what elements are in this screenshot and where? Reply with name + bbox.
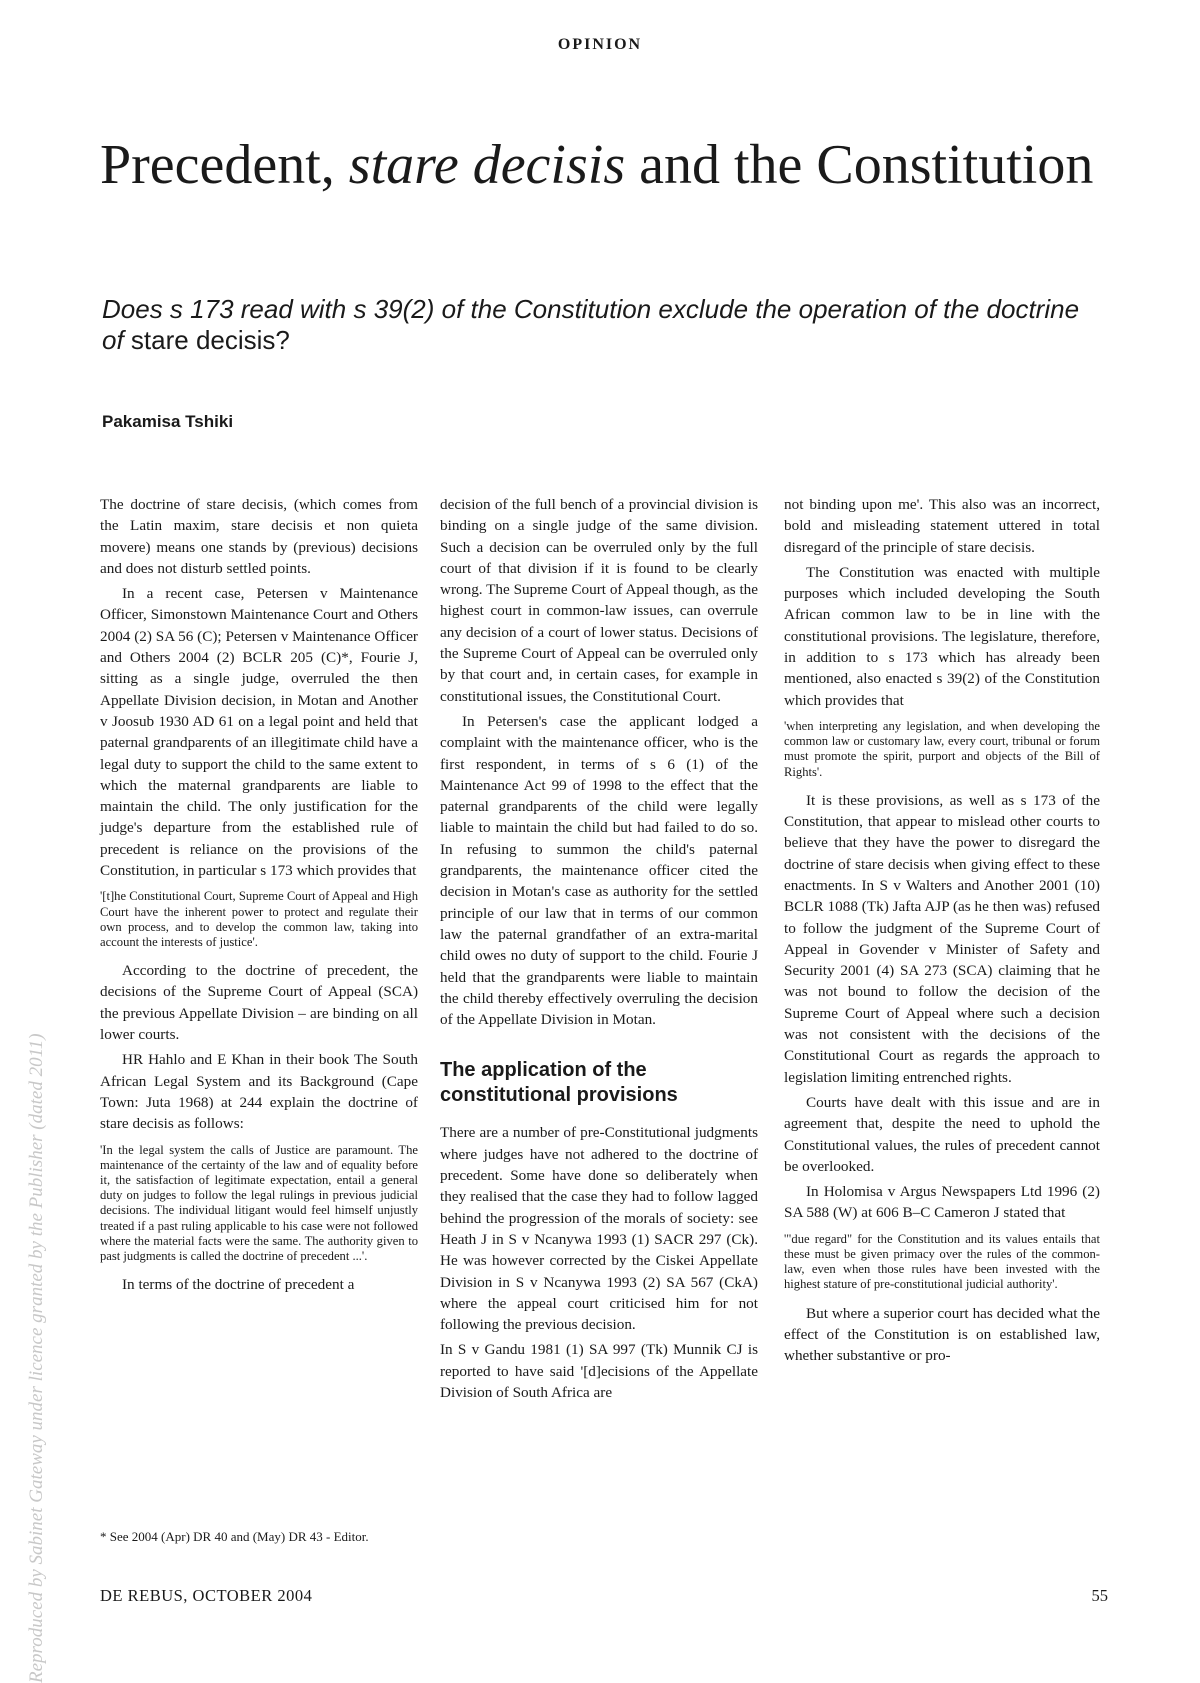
section-heading: The application of the constitutional provisions bbox=[440, 1059, 678, 1107]
author-byline: Pakamisa Tshiki bbox=[102, 412, 234, 431]
paragraph: The Constitution was enacted with multiple purposes which included developing the South African common law to be in line with the constitutional provisions. The legislature, therefore, in addition to s 173 which has already been mentioned, also enacted s 39(2) of the Constitution which provides that bbox=[784, 563, 1100, 709]
licence-watermark: Reproduced by Sabinet Gateway under licence granted by the Publisher (dated 2011) bbox=[26, 1033, 47, 1683]
publication-footer: DE REBUS, OCTOBER 2004 bbox=[100, 1586, 313, 1605]
paragraph: There are a number of pre-Constitutional judgments where judges have not adhered to the doctrine of precedent. Some have done so deliberately when they realised that the case they had to follow lagged behind the progression of the morals of society: see Heath J in S v Ncanywa 1993 (1) SACR 297 (Ck). He was however corrected by the Ciskei Appellate Division in S v Ncanywa 1993 (2) SA 567 (CkA) where the appeal court criticised him for not following the previous decision. bbox=[440, 1124, 758, 1334]
paragraph: In Holomisa v Argus Newspapers Ltd 1996 (2) SA 588 (W) at 606 B–C Cameron J stated that bbox=[784, 1183, 1100, 1222]
block-quote: 'when interpreting any legislation, and when developing the common law or customary law, every court, tribunal or forum must promote the spirit, purport and objects of the Bill of Rights'. bbox=[784, 718, 1100, 779]
paragraph: In terms of the doctrine of precedent a bbox=[122, 1276, 355, 1294]
paragraph: decision of the full bench of a provincial division is binding on a single judge of the same division. Such a decision can be overruled only by the full court of that division if it is found to be clearly wrong. The Supreme Court of Appeal though, as the highest court in common-law issues, can overrule any decision of a court of lower status. Decisions of the Supreme Court of Appeal can be overruled only by that court and, in certain cases, for example in constitutional issues, the Constitutional Court. bbox=[440, 496, 758, 705]
column-3 bbox=[784, 494, 1100, 1370]
paragraph: not binding upon me'. This also was an incorrect, bold and misleading statement uttered in total disregard of the principle of stare decisis. bbox=[784, 496, 1100, 556]
section-label: OPINION bbox=[557, 36, 643, 53]
footnote: * See 2004 (Apr) DR 40 and (May) DR 43 - Editor. bbox=[100, 1529, 369, 1544]
article-title: Precedent, stare decisis and the Constitution bbox=[100, 134, 1094, 196]
paragraph: In Petersen's case the applicant lodged a complaint with the maintenance officer, who is the first respondent, in terms of s 6 (1) of the Maintenance Act 99 of 1998 to the effect that the paternal grandparents of the child were legally liable to maintain the child but had failed to do so. In refusing to summon the child's paternal grandparents, the maintenance officer cited the decision in Motan's case as authority for the settled principle of our law that in terms of our common law the paternal grandfather of an extra-marital child owes no duty of support to the child. Fourie J held that the grandparents were liable to maintain the child thereby effectively overruling the decision of the Appellate Division in Motan. bbox=[440, 712, 758, 1029]
page-number: 55 bbox=[1091, 1586, 1108, 1605]
column-1 bbox=[100, 494, 418, 1299]
block-quote: 'In the legal system the calls of Justice are paramount. The maintenance of the certainty of the law and of equality before it, the satisfaction of legitimate expectation, entail a general duty on judges to follow the legal rulings in previous judicial decisions. The individual litigant would feel himself unjustly treated if a past ruling applicable to his case were not followed where the material facts were the same. The authority given to past judgments is called the doctrine of precedent ...'. bbox=[100, 1142, 418, 1263]
paragraph: The doctrine of stare decisis, (which comes from the Latin maxim, stare decisis et non quieta movere) means one stands by (previous) decisions and does not disturb settled points. bbox=[100, 496, 418, 577]
column-2 bbox=[440, 494, 758, 1407]
paragraph: It is these provisions, as well as s 173 of the Constitution, that appear to mislead other courts to believe that they have the power to disregard the doctrine of stare decisis when giving effect to these enactments. In S v Walters and Another 2001 (10) BCLR 1088 (Tk) Jafta AJP (as he then was) refused to follow the judgment of the Supreme Court of Appeal in Govender v Minister of Safety and Security 2001 (4) SA 273 (SCA) claiming that he was not bound to follow the decision of the Supreme Court of Appeal where such a decision was not consistent with the decisions of the Constitutional Court as regards the approach to legislation limiting entrenched rights. bbox=[784, 791, 1100, 1086]
paragraph: But where a superior court has decided what the effect of the Constitution is on established law, whether substantive or pro- bbox=[784, 1304, 1100, 1365]
paragraph: Courts have dealt with this issue and are in agreement that, despite the need to uphold the Constitutional values, the rules of precedent cannot be overlooked. bbox=[784, 1093, 1100, 1175]
paragraph: HR Hahlo and E Khan in their book The South African Legal System and its Background (Cape Town: Juta 1968) at 244 explain the doctrine of stare decisis as follows: bbox=[100, 1051, 418, 1133]
paragraph: In S v Gandu 1981 (1) SA 997 (Tk) Munnik CJ is reported to have said '[d]ecisions of the Appellate Division of South Africa are bbox=[440, 1341, 758, 1401]
article-subtitle: Does s 173 read with s 39(2) of the Constitution exclude the operation of the doctrine of stare decisis? bbox=[102, 294, 1080, 355]
block-quote: '[t]he Constitutional Court, Supreme Court of Appeal and High Court have the inherent power to protect and regulate their own process, and to develop the common law, taking into account the interests of justice'. bbox=[100, 889, 418, 949]
block-quote: '"due regard" for the Constitution and its values entails that these must be given primacy over the rules of the common-law, even when those rules have been invested with the highest stature of pre-constitutional judicial authority'. bbox=[784, 1231, 1100, 1292]
paragraph: In a recent case, Petersen v Maintenance Officer, Simonstown Maintenance Court and Others 2004 (2) SA 56 (C); Petersen v Maintenance Officer and Others 2004 (2) BCLR 205 (C)*, Fourie J, sitting as a single judge, overruled the then Appellate Division decision, in Motan and Another v Joosub 1930 AD 61 on a legal point and held that paternal grandparents of an illegitimate child have a legal duty to support the child to the same extent to which the maternal grandparents are liable to maintain the child. The only justification for the judge's departure from the established rule of precedent is reliance on the provisions of the Constitution, in particular s 173 which provides that bbox=[100, 585, 418, 880]
paragraph: According to the doctrine of precedent, the decisions of the Supreme Court of Appeal (SCA) the previous Appellate Division – are binding on all lower courts. bbox=[100, 962, 418, 1044]
